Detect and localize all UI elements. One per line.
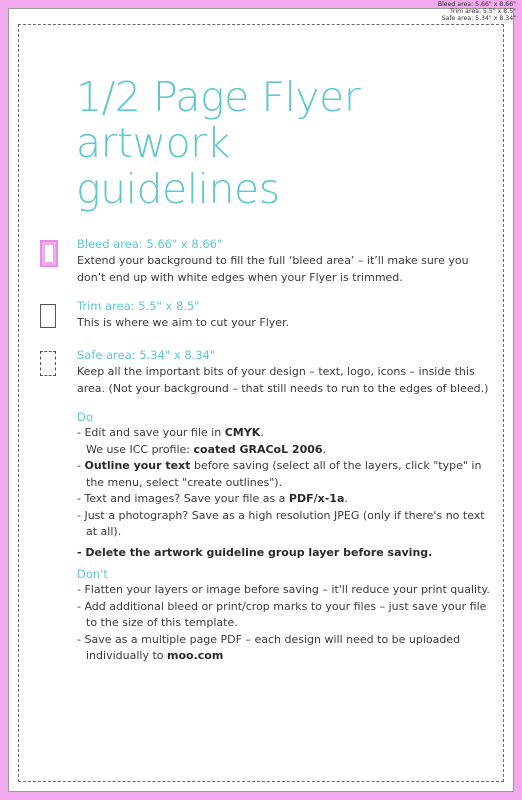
- safe-area-icon: [40, 351, 56, 376]
- list-item-text: before saving (select all of the layers, click "type" in the menu, select "create outlines").: [86, 459, 482, 489]
- list-item-text: - Edit and save your file in: [77, 426, 225, 439]
- list-item: [77, 599, 497, 632]
- area-legend: [438, 1, 516, 23]
- do-list: [77, 425, 497, 561]
- dont-section: [77, 566, 497, 665]
- legend-safe: Safe area: 5.34" x 8.34": [441, 15, 516, 23]
- safe-section: [77, 347, 497, 397]
- list-item-text: -: [77, 459, 85, 472]
- trim-label: Trim area: 5.5" x 8.5": [77, 299, 200, 313]
- do-section: [77, 409, 497, 561]
- list-item-emphasis: CMYK: [224, 426, 261, 439]
- legend-trim: Trim area: 5.5" x 8.5": [450, 8, 516, 16]
- title-line-2: artwork: [76, 119, 230, 167]
- trim-area-icon: [40, 304, 56, 328]
- list-item: [77, 632, 497, 665]
- list-item: [77, 458, 497, 491]
- bleed-label: Bleed area: 5.66" x 8.66": [77, 237, 223, 251]
- list-item-text: .: [322, 442, 327, 456]
- safe-label: Safe area: 5.34" x 8.34": [77, 348, 216, 362]
- list-item-emphasis: moo.com: [167, 649, 224, 662]
- title-line-1: 1/2 Page Flyer: [76, 73, 361, 121]
- trim-section: [77, 298, 497, 331]
- list-item-emphasis: coated GRACoL 2006: [193, 442, 323, 456]
- list-item-text: - Save as a multiple page PDF – each design will need to be uploaded individually to: [77, 632, 461, 662]
- list-item-text: We use ICC profile:: [86, 442, 194, 456]
- dont-heading: Don't: [77, 567, 108, 581]
- list-item-text: .: [344, 492, 348, 505]
- list-item-text: .: [260, 426, 264, 439]
- dont-list: [77, 582, 497, 665]
- page-title: [76, 74, 360, 212]
- list-item: [77, 508, 497, 541]
- list-item-text: - Flatten your layers or image before saving – it'll reduce your print quality.: [77, 583, 490, 596]
- bleed-section: [77, 236, 497, 286]
- bleed-description: Extend your background to fill the full ‘bleed area’ – it’ll make sure you don’t end up with white edges when your Flyer is trimmed.: [77, 254, 469, 284]
- list-item: [77, 442, 497, 459]
- legend-bleed: Bleed area: 5.66" x 8.66": [437, 1, 516, 8]
- list-item-text: - Add additional bleed or print/crop marks to your files – just save your file to the size of this template.: [77, 599, 487, 629]
- bleed-area-icon: [40, 240, 58, 267]
- list-item-text: - Text and images? Save your file as a: [77, 492, 289, 505]
- trim-description: This is where we aim to cut your Flyer.: [77, 316, 290, 329]
- list-item-text: - Just a photograph? Save as a high resolution JPEG (only if there's no text at all).: [77, 508, 485, 538]
- list-item: [77, 491, 497, 508]
- do-heading: Do: [77, 410, 93, 424]
- list-item-emphasis: PDF/x-1a: [288, 492, 345, 505]
- title-line-3: guidelines: [76, 165, 280, 213]
- list-item: [77, 425, 497, 442]
- list-item: [77, 582, 497, 599]
- list-item-emphasis: - Delete the artwork guideline group layer before saving.: [77, 545, 433, 559]
- list-item: [77, 545, 497, 562]
- list-item-emphasis: Outline your text: [84, 459, 191, 472]
- safe-description: Keep all the important bits of your design – text, logo, icons – inside this area. (Not your background – that still needs to run to the edges of bleed.): [77, 365, 489, 395]
